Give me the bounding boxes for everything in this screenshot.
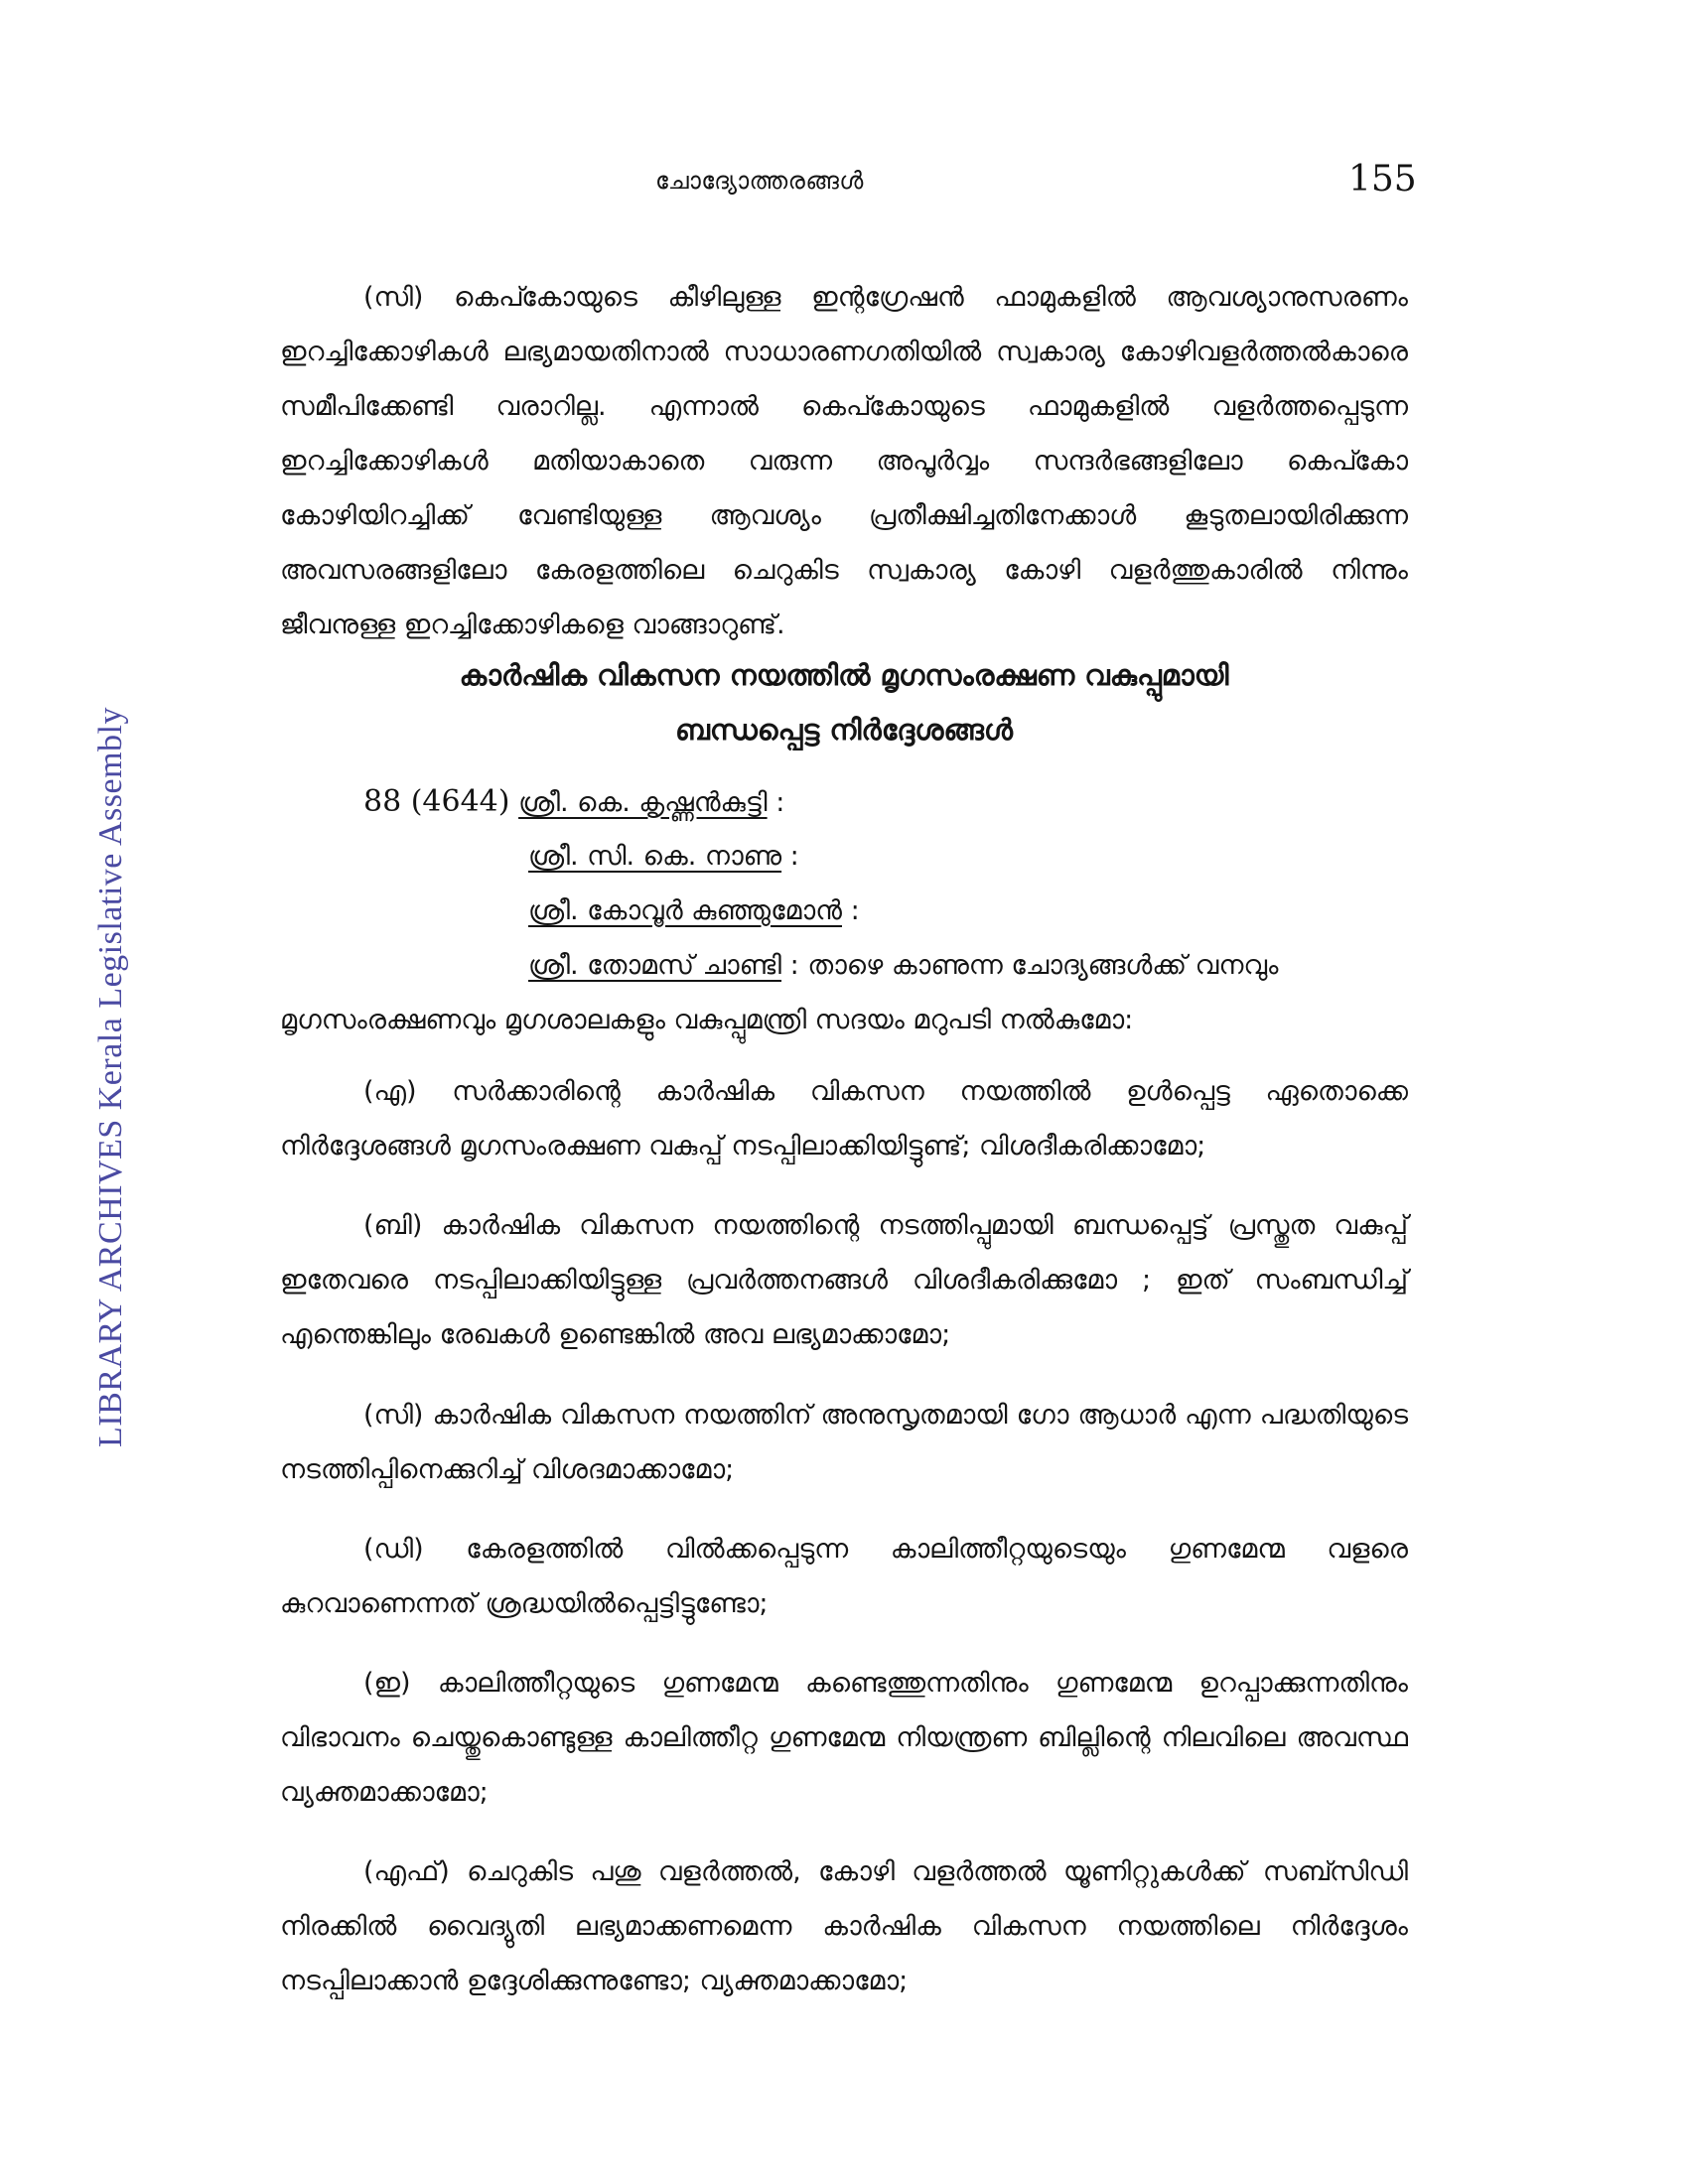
question-number-line bbox=[363, 774, 784, 830]
section-heading-line-2: ബന്ധപ്പെട്ട നിർദ്ദേശങ്ങൾ bbox=[674, 713, 1013, 747]
member-separator: : bbox=[850, 895, 860, 926]
question-item-f-text: (എഫ്) ചെറുകിട പശു വളർത്തൽ, കോഴി വളർത്തൽ യൂണിറ്റുകൾക്ക് സബ്സിഡി നിരക്കിൽ വൈദ്യുതി ലഭ്യമാക്കണമെന്ന കാർഷിക വികസന നയത്തിലെ നിർദ്ദേശം നടപ്പിലാക്കാൻ ഉദ്ദേശിക്കുന്നുണ്ടോ; വ്യക്തമാക്കാമോ; bbox=[280, 1856, 1408, 1996]
question-item-a-text: (എ) സർക്കാരിന്റെ കാർഷിക വികസന നയത്തിൽ ഉൾപ്പെട്ട ഏതൊക്കെ നിർദ്ദേശങ്ങൾ മൃഗസംരക്ഷണ വകുപ്പ് നടപ്പിലാക്കിയിട്ടുണ്ട്; വിശദീകരിക്കാമോ; bbox=[280, 1076, 1408, 1161]
question-item-b-text: (ബി) കാർഷിക വികസന നയത്തിന്റെ നടത്തിപ്പുമായി ബന്ധപ്പെട്ട് പ്രസ്തുത വകുപ്പ് ഇതേവരെ നടപ്പിലാക്കിയിട്ടുള്ള പ്രവർത്തനങ്ങൾ വിശദീകരിക്കുമോ ; ഇത് സംബന്ധിച്ച് എന്തെങ്കിലും രേഖകൾ ഉണ്ടെങ്കിൽ അവ ലഭ്യമാക്കാമോ; bbox=[280, 1210, 1408, 1350]
question-item-b bbox=[280, 1198, 1408, 1362]
question-item-a bbox=[280, 1064, 1408, 1173]
member-separator: : bbox=[789, 950, 799, 981]
running-title: ചോദ്യോത്തരങ്ങൾ bbox=[655, 167, 864, 195]
question-item-e bbox=[280, 1656, 1408, 1820]
member-name-3: ശ്രീ. കോവൂർ കുഞ്ഞുമോൻ bbox=[528, 895, 842, 926]
question-intro-continued: മൃഗസംരക്ഷണവും മൃഗശാലകളും വകുപ്പുമന്ത്രി സദയം മറുപടി നൽകുമോ: bbox=[280, 1005, 1134, 1035]
member-name-1: ശ്രീ. കെ. കൃഷ്ണൻകുട്ടി bbox=[518, 787, 768, 818]
question-item-c-text: (സി) കാർഷിക വികസന നയത്തിന് അനുസൃതമായി ഗോ ആധാർ എന്ന പദ്ധതിയുടെ നടത്തിപ്പിനെക്കുറിച്ച് വിശദമാക്കാമോ; bbox=[280, 1400, 1408, 1485]
question-item-f bbox=[280, 1844, 1408, 2008]
page-number: 155 bbox=[1348, 159, 1417, 200]
member-separator: : bbox=[789, 841, 799, 872]
question-item-d-text: (ഡി) കേരളത്തിൽ വിൽക്കപ്പെടുന്ന കാലിത്തീറ്റയുടെയും ഗുണമേന്മ വളരെ കുറവാണെന്നത് ശ്രദ്ധയിൽപ്പെട്ടിട്ടുണ്ടോ; bbox=[280, 1534, 1408, 1619]
question-number: 88 (4644) bbox=[363, 784, 510, 819]
question-item-c bbox=[280, 1388, 1408, 1497]
member-separator: : bbox=[775, 787, 785, 818]
member-line-4 bbox=[528, 938, 1278, 993]
member-line-3 bbox=[528, 884, 860, 938]
member-name-2: ശ്രീ. സി. കെ. നാണു bbox=[528, 841, 782, 872]
member-name-4: ശ്രീ. തോമസ് ചാണ്ടി bbox=[528, 950, 782, 981]
answer-c-block bbox=[280, 270, 1408, 652]
answer-c-paragraph: (സി) കെപ്കോയുടെ കീഴിലുള്ള ഇന്റഗ്രേഷൻ ഫാമുകളിൽ ആവശ്യാനുസരണം ഇറച്ചിക്കോഴികൾ ലഭ്യമായതിനാൽ സാധാരണഗതിയിൽ സ്വകാര്യ കോഴിവളർത്തൽകാരെ സമീപിക്കേണ്ടി വരാറില്ല. എന്നാൽ കെപ്കോയുടെ ഫാമുകളിൽ വളർത്തപ്പെടുന്ന ഇറച്ചിക്കോഴികൾ മതിയാകാതെ വരുന്ന അപൂർവ്വം സന്ദർഭങ്ങളിലോ കെപ്കോ കോഴിയിറച്ചിക്ക് വേണ്ടിയുള്ള ആവശ്യം പ്രതീക്ഷിച്ചതിനേക്കാൾ കൂടുതലായിരിക്കുന്ന അവസരങ്ങളിലോ കേരളത്തിലെ ചെറുകിട സ്വകാര്യ കോഴി വളർത്തുകാരിൽ നിന്നും ജീവനുള്ള ഇറച്ചിക്കോഴികളെ വാങ്ങാറുണ്ട്. bbox=[280, 282, 1408, 640]
section-heading-line-1: കാർഷിക വികസന നയത്തിൽ മൃഗസംരക്ഷണ വകുപ്പുമായി bbox=[459, 658, 1229, 692]
question-item-d bbox=[280, 1522, 1408, 1631]
question-intro-start: താഴെ കാണുന്ന ചോദ്യങ്ങൾക്ക് വനവും bbox=[807, 950, 1279, 981]
member-line-2 bbox=[528, 829, 799, 884]
question-item-e-text: (ഇ) കാലിത്തീറ്റയുടെ ഗുണമേന്മ കണ്ടെത്തുന്നതിനും ഗുണമേന്മ ഉറപ്പാക്കുന്നതിനും വിഭാവനം ചെയ്തുകൊണ്ടുള്ള കാലിത്തീറ്റ ഗുണമേന്മ നിയന്ത്രണ ബില്ലിന്റെ നിലവിലെ അവസ്ഥ വ്യക്തമാക്കാമോ; bbox=[280, 1668, 1408, 1808]
archive-watermark: LIBRARY ARCHIVES Kerala Legislative Assembly bbox=[92, 706, 129, 1448]
